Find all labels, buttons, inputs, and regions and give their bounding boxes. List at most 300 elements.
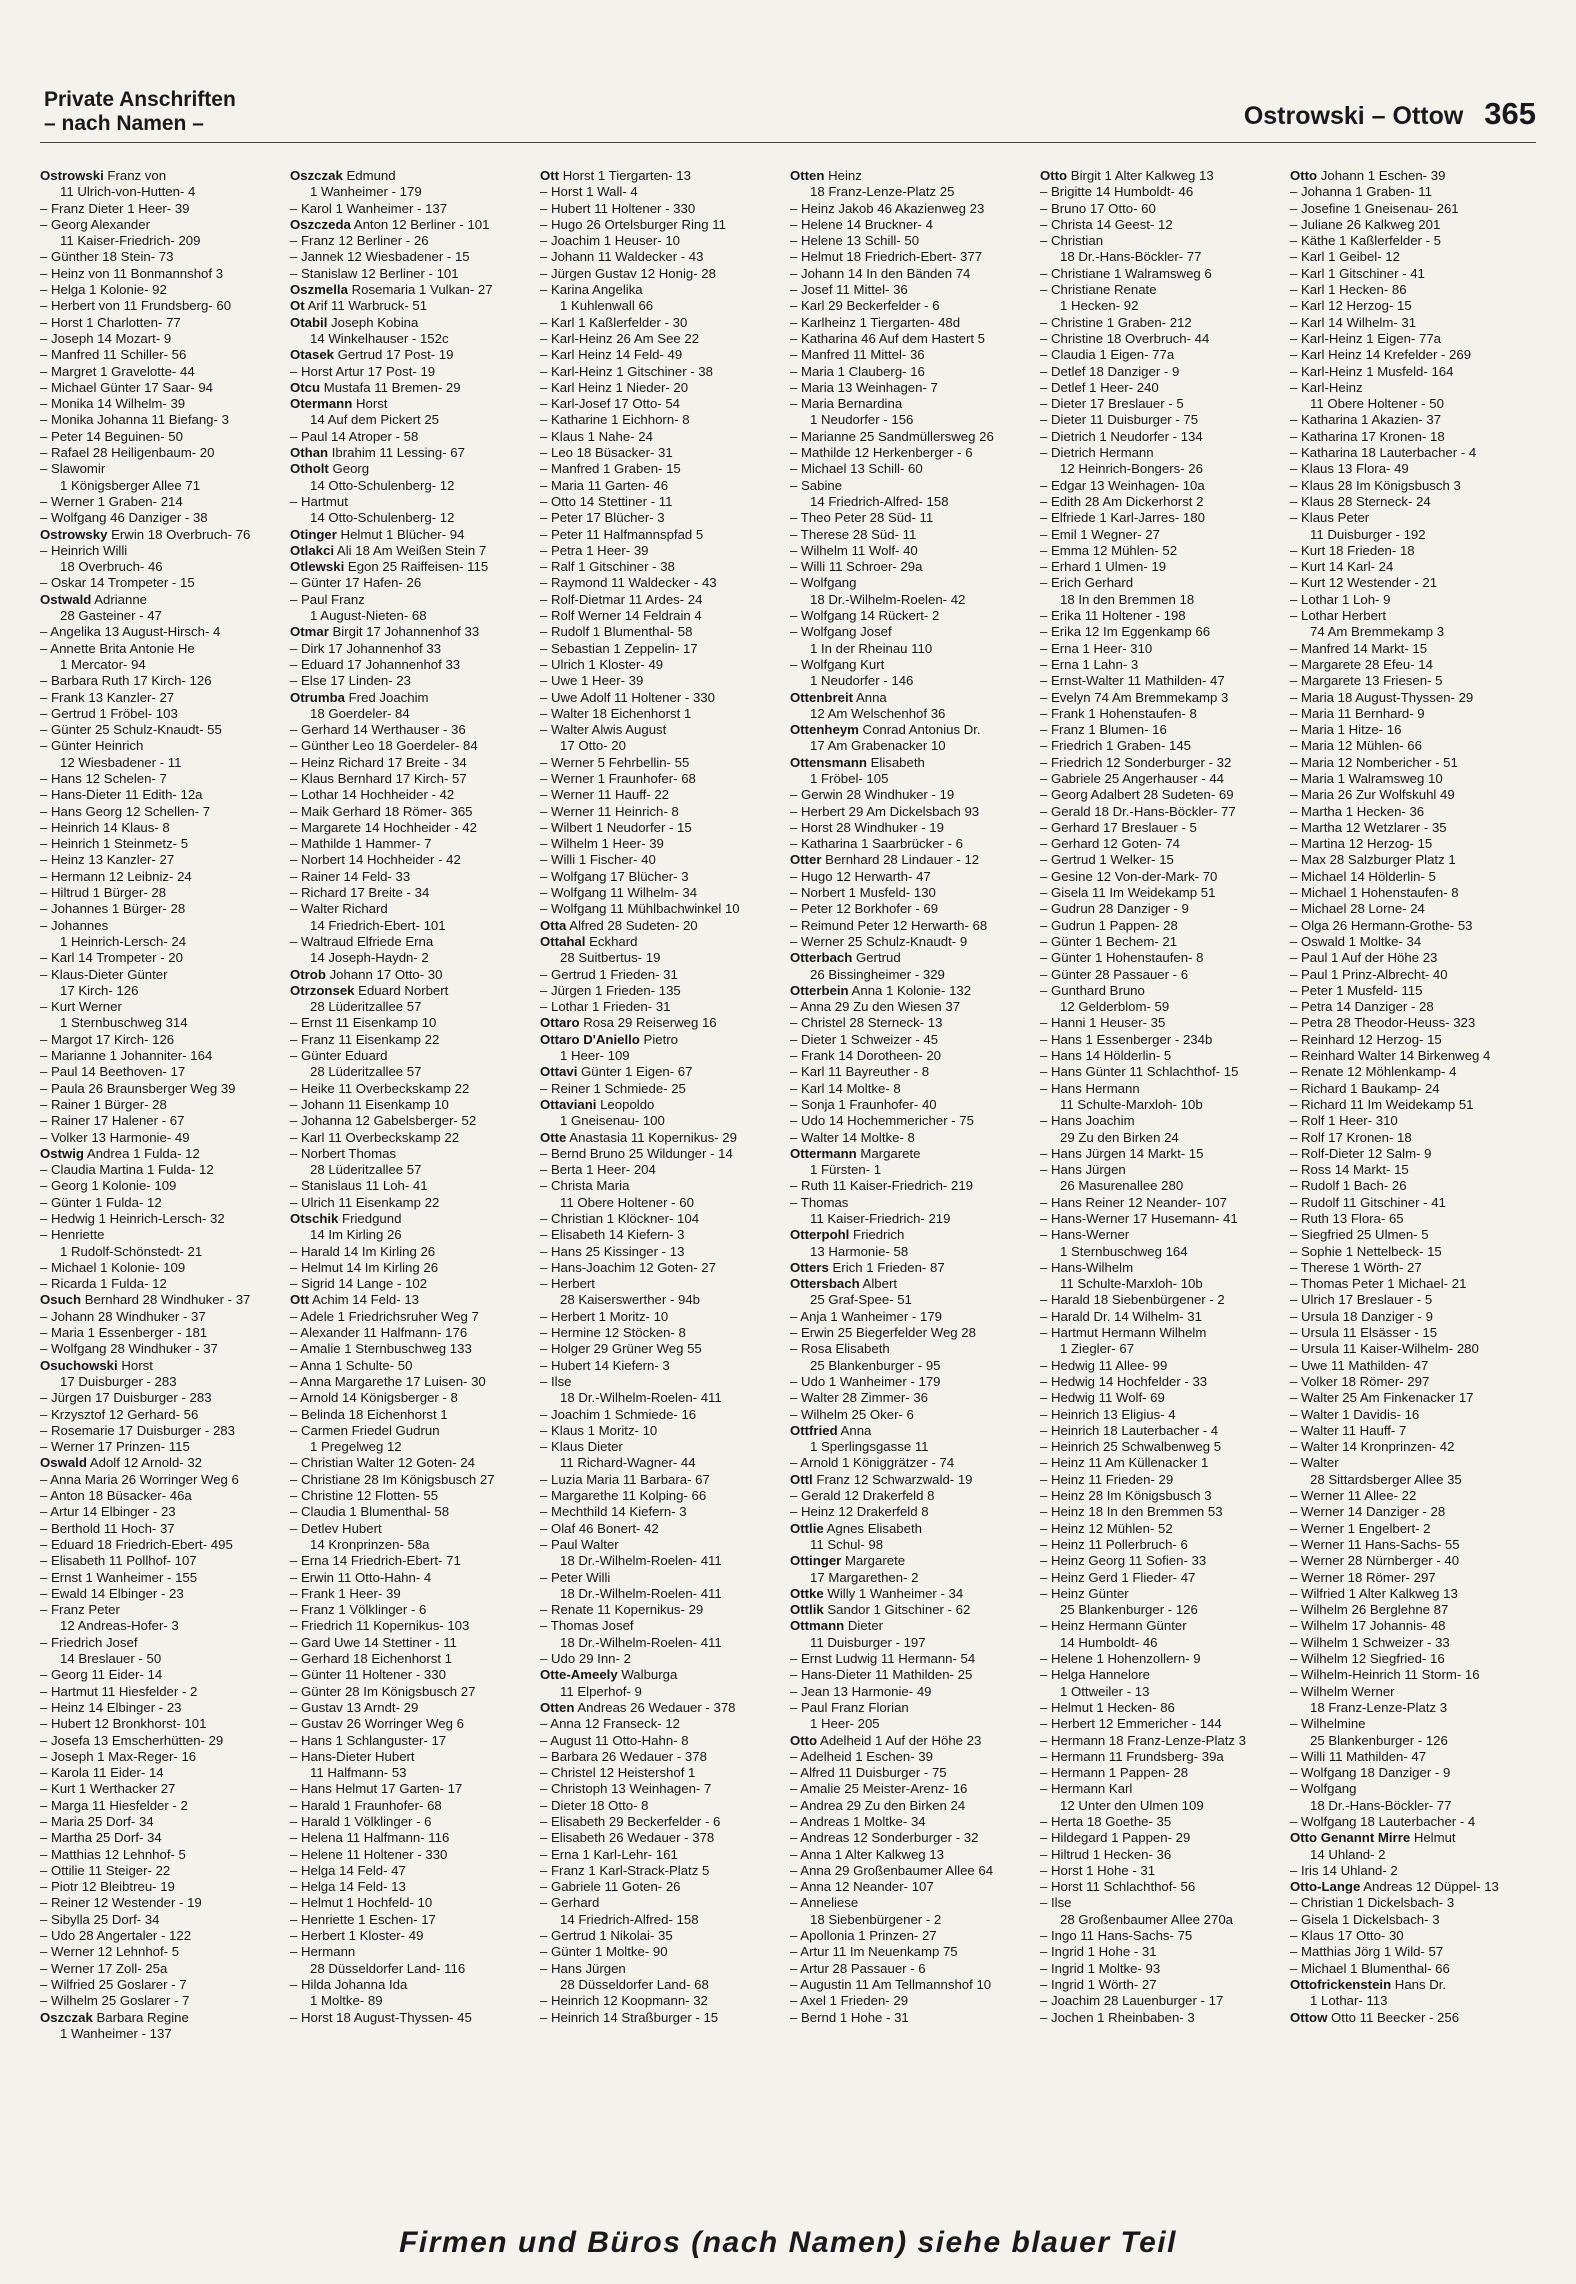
directory-entry-line: – Hiltrud 1 Hecken- 36 — [1040, 1846, 1172, 1862]
directory-entry-line: – Piotr 12 Bleibtreu- 19 — [40, 1879, 175, 1895]
directory-entry-line: – Gudrun 1 Pappen- 28 — [1040, 917, 1178, 933]
directory-entry-line: – Leo 18 Büsacker- 31 — [540, 445, 673, 461]
directory-entry-line: 18 Franz-Lenze-Platz 25 — [810, 184, 955, 200]
directory-entry-line: – Helene 1 Hohenzollern- 9 — [1040, 1651, 1201, 1667]
directory-entry-line: – Hedwig 14 Hochfelder - 33 — [1040, 1373, 1208, 1389]
directory-entry-line: – Friedrich 11 Kopernikus- 103 — [290, 1618, 470, 1634]
directory-entry-line: Oszczak Edmund — [290, 168, 396, 183]
directory-entry-line: – Heinz 28 Im Königsbusch 3 — [1040, 1488, 1212, 1504]
surname: Otterpohl — [790, 1227, 850, 1243]
directory-entry-line: – Katharine 1 Eichhorn- 8 — [540, 412, 690, 428]
directory-entry-line: – Klaus Bernhard 17 Kirch- 57 — [290, 770, 467, 786]
surname: Ottmann — [790, 1618, 845, 1634]
directory-entry-line: – Willi 11 Schroer- 29a — [790, 559, 923, 575]
directory-entry-line: – Bernd 1 Hohe - 31 — [790, 2009, 909, 2025]
directory-entry-line: – Heinz Günter — [1040, 1585, 1129, 1601]
directory-entry-line: – Erhard 1 Ulmen- 19 — [1040, 559, 1167, 575]
directory-entry-line: – Detlef 1 Heer- 240 — [1040, 379, 1159, 395]
directory-entry-line: Oszmella Rosemaria 1 Vulkan- 27 — [290, 282, 493, 298]
directory-entry-line: Ott Horst 1 Tiergarten- 13 — [540, 168, 691, 183]
directory-entry-line: – Monika 14 Wilhelm- 39 — [40, 396, 186, 412]
directory-entry-line: – Artur 14 Elbinger - 23 — [40, 1504, 176, 1520]
directory-entry-line: 1 Gneisenau- 100 — [560, 1113, 665, 1129]
directory-entry-line: – Gabriele 11 Goten- 26 — [540, 1879, 681, 1895]
directory-entry-line: – Richard 1 Baukamp- 24 — [1290, 1080, 1440, 1096]
directory-entry-line: – Christa 14 Geest- 12 — [1040, 216, 1173, 232]
directory-entry-line: – Axel 1 Frieden- 29 — [790, 1993, 909, 2009]
directory-entry-line: – Evelyn 74 Am Bremmekamp 3 — [1040, 689, 1229, 705]
directory-entry-line: Otte-Ameely Walburga — [540, 1667, 678, 1683]
directory-entry-line: – Gerhard 17 Breslauer - 5 — [1040, 819, 1197, 835]
directory-entry-line: – Franz 1 Völklinger - 6 — [290, 1602, 427, 1618]
directory-entry-line: 18 Dr.-Wilhelm-Roelen- 411 — [560, 1390, 722, 1406]
surname: Otrob — [290, 966, 326, 982]
directory-entry-line: – Herbert 29 Am Dickelsbach 93 — [790, 803, 980, 819]
directory-entry-line: Ostwig Andrea 1 Fulda- 12 — [40, 1145, 200, 1161]
directory-entry-line: – Margot 17 Kirch- 126 — [40, 1031, 175, 1047]
directory-entry-line: – Helmut 14 Im Kirling 26 — [290, 1259, 439, 1275]
directory-entry-line: – Wolfgang — [790, 575, 857, 591]
directory-entry-line: – Helga Hannelore — [1040, 1667, 1150, 1683]
directory-entry-line: – Karlheinz 1 Tiergarten- 48d — [790, 314, 961, 330]
surname: Otto — [1040, 168, 1068, 183]
directory-entry-line: – Rudolf 1 Blumenthal- 58 — [540, 624, 693, 640]
surname: Ottofrickenstein — [1290, 1976, 1392, 1992]
directory-entry-line: – Andrea 29 Zu den Birken 24 — [790, 1797, 966, 1813]
directory-entry-line: – Maria 13 Weinhagen- 7 — [790, 379, 938, 395]
directory-entry-line: – Wilhelmine — [1290, 1716, 1366, 1732]
surname: Otrzonsek — [290, 982, 355, 998]
directory-entry-line: – Hermann — [290, 1944, 356, 1960]
directory-entry-line: 1 Neudorfer - 156 — [810, 412, 914, 428]
directory-entry-line: – Hanni 1 Heuser- 35 — [1040, 1015, 1166, 1031]
directory-entry-line: – Christian — [1040, 233, 1104, 249]
directory-entry-line: 14 Humboldt- 46 — [1060, 1634, 1158, 1650]
directory-entry-line: – Franz Peter — [40, 1602, 120, 1618]
directory-entry-line: – Wilhelm 26 Berglehne 87 — [1290, 1602, 1449, 1618]
surname: Ott — [290, 1292, 310, 1308]
directory-entry-line: – Walter 11 Hauff- 7 — [1290, 1422, 1407, 1438]
surname: Ottaro D'Aniello — [540, 1031, 640, 1047]
directory-entry-line: – Paul 14 Beethoven- 17 — [40, 1064, 186, 1080]
directory-entry-line: – Werner 11 Heinrich- 8 — [540, 803, 679, 819]
directory-entry-line: 1 Fürsten- 1 — [810, 1162, 882, 1178]
directory-entry-line: – Ernst 11 Eisenkamp 10 — [290, 1015, 437, 1031]
directory-entry-line: – Emma 12 Mühlen- 52 — [1040, 542, 1178, 558]
directory-entry-line: 14 Breslauer - 50 — [60, 1651, 162, 1667]
surname: Otlakci — [290, 542, 334, 558]
directory-entry-line: Otcu Mustafa 11 Bremen- 29 — [290, 379, 461, 395]
directory-entry-line: – Heinz 13 Kanzler- 27 — [40, 852, 175, 868]
directory-entry-line: – Augustin 11 Am Tellmannshof 10 — [790, 1976, 992, 1992]
directory-entry-line: – Willi 1 Fischer- 40 — [540, 852, 656, 868]
directory-entry-line: 12 Andreas-Hofer- 3 — [60, 1618, 179, 1634]
footer-note: Firmen und Büros (nach Namen) siehe blauer Teil — [399, 2226, 1177, 2259]
directory-entry-line: – Jannek 12 Wiesbadener - 15 — [290, 249, 470, 265]
directory-entry-line: – Karl Heinz 14 Krefelder - 269 — [1290, 347, 1472, 363]
directory-entry-line: Ottow Otto 11 Beecker - 256 — [1290, 2009, 1460, 2025]
directory-entry-line: – Sebastian 1 Zeppelin- 17 — [540, 640, 698, 656]
surname: Osuchowski — [40, 1357, 118, 1373]
surname: Ottl — [790, 1471, 813, 1487]
directory-entry-line: – Hermann 1 Pappen- 28 — [1040, 1765, 1189, 1781]
surname: Ottinger — [790, 1553, 842, 1569]
directory-entry-line: – Rolf-Dieter 12 Salm- 9 — [1290, 1145, 1432, 1161]
directory-entry-line: – Günter 28 Passauer - 6 — [1040, 966, 1189, 982]
directory-entry-line: – Georg Adalbert 28 Sudeten- 69 — [1040, 787, 1234, 803]
directory-entry-line: – Gerald 18 Dr.-Hans-Böckler- 77 — [1040, 803, 1236, 819]
surname: Ottke — [790, 1585, 824, 1601]
directory-entry-line: – Oskar 14 Trompeter - 15 — [40, 575, 195, 591]
directory-entry-line: – Detlef 18 Danziger - 9 — [1040, 363, 1180, 379]
directory-entry-line: – Karl 14 Trompeter - 20 — [40, 950, 183, 966]
directory-entry-line: – Klaus 1 Nahe- 24 — [540, 428, 653, 444]
directory-entry-line: Ottmann Dieter — [790, 1618, 884, 1634]
directory-entry-line: – Andreas 12 Sonderburger - 32 — [790, 1830, 979, 1846]
directory-entry-line: – Hans 1 Essenberger - 234b — [1040, 1031, 1213, 1047]
directory-entry-line: – Ernst-Walter 11 Mathilden- 47 — [1040, 673, 1225, 689]
directory-entry-line: – Karl-Josef 17 Otto- 54 — [540, 396, 681, 412]
directory-entry-line: Otrzonsek Eduard Norbert — [290, 982, 449, 998]
surname: Otabil — [290, 314, 328, 330]
directory-entry-line: – Erna 1 Heer- 310 — [1040, 640, 1153, 656]
directory-entry-line: – Werner 1 Engelbert- 2 — [1290, 1520, 1431, 1536]
directory-entry-line: – Käthe 1 Kaßlerfelder - 5 — [1290, 233, 1442, 249]
directory-columns — [40, 168, 1540, 2153]
directory-entry-line: – Katharina 1 Saarbrücker - 6 — [790, 836, 963, 852]
directory-entry-line: – Heinrich 12 Koopmann- 32 — [540, 1993, 708, 2009]
directory-entry-line: – Claudia 1 Eigen- 77a — [1040, 347, 1175, 363]
directory-entry-line: – Artur 28 Passauer - 6 — [790, 1960, 926, 1976]
surname: Otto — [1290, 168, 1318, 183]
directory-entry-line: – Reiner 12 Westender - 19 — [40, 1895, 202, 1911]
directory-entry-line: – Uwe 1 Heer- 39 — [540, 673, 644, 689]
directory-entry-line: – Johann 11 Waldecker - 43 — [540, 249, 704, 265]
directory-entry-line: – Christoph 13 Weinhagen- 7 — [540, 1781, 712, 1797]
directory-entry-line: – Wilhelm 12 Siegfried- 16 — [1290, 1651, 1445, 1667]
directory-entry-line: Ostrowski Franz von — [40, 168, 167, 183]
directory-entry-line: – Christine 1 Graben- 212 — [1040, 314, 1192, 330]
directory-entry-line: – Erna 1 Karl-Lehr- 161 — [540, 1846, 678, 1862]
directory-entry-line: – Bruno 17 Otto- 60 — [1040, 200, 1156, 216]
surname: Otters — [790, 1259, 829, 1275]
directory-entry-line: 28 Düsseldorfer Land- 68 — [560, 1976, 709, 1992]
directory-entry-line: 17 Am Grabenacker 10 — [810, 738, 946, 754]
directory-entry-line: – August 11 Otto-Hahn- 8 — [540, 1732, 689, 1748]
directory-entry-line: – Herbert von 11 Frundsberg- 60 — [40, 298, 232, 314]
directory-entry-line: – Ingrid 1 Moltke- 93 — [1040, 1960, 1161, 1976]
directory-entry-line: – Harald Dr. 14 Wilhelm- 31 — [1040, 1308, 1202, 1324]
directory-entry-line: – Dirk 17 Johannenhof 33 — [290, 640, 442, 656]
directory-entry-line: – Klaus 28 Im Königsbusch 3 — [1290, 477, 1461, 493]
directory-entry-line: – Heinz 11 Am Küllenacker 1 — [1040, 1455, 1209, 1471]
directory-entry-line: – Hans-Wilhelm — [1040, 1259, 1134, 1275]
directory-entry-line: – Herbert 1 Kloster- 49 — [290, 1928, 424, 1944]
directory-entry-line: – Günter 17 Hafen- 26 — [290, 575, 422, 591]
directory-entry-line: – Gertrud 1 Welker- 15 — [1040, 852, 1174, 868]
directory-entry-line: 14 Uhland- 2 — [1310, 1846, 1386, 1862]
directory-entry-line: – Juliane 26 Kalkweg 201 — [1290, 216, 1441, 232]
directory-entry-line: – Reiner 1 Schmiede- 25 — [540, 1080, 686, 1096]
directory-entry-line: 1 Lothar- 113 — [1310, 1993, 1388, 2009]
directory-entry-line: – Gertrud 1 Frieden- 31 — [540, 966, 678, 982]
directory-entry-line: – Heinz Gerd 1 Flieder- 47 — [1040, 1569, 1196, 1585]
directory-entry-line: – Franz 11 Eisenkamp 22 — [290, 1031, 440, 1047]
directory-entry-line: – Heinrich 13 Eligius- 4 — [1040, 1406, 1176, 1422]
directory-entry-line: Oswald Adolf 12 Arnold- 32 — [40, 1455, 203, 1471]
directory-entry-line: – Mathilde 1 Hammer- 7 — [290, 836, 432, 852]
directory-entry-line: 11 Schul- 98 — [810, 1536, 884, 1552]
directory-entry-line: Otermann Horst — [290, 396, 388, 412]
directory-entry-line: 17 Kirch- 126 — [60, 982, 139, 998]
directory-entry-line: Osuch Bernhard 28 Windhuker - 37 — [40, 1292, 251, 1308]
surname: Otta — [540, 917, 567, 933]
directory-entry-line: – Olaf 46 Bonert- 42 — [540, 1520, 659, 1536]
directory-entry-line: 18 Siebenbürgener - 2 — [810, 1911, 942, 1927]
directory-entry-line: Osuchowski Horst — [40, 1357, 153, 1373]
surname: Otmar — [290, 624, 329, 640]
directory-entry-line: – Christel 12 Heistershof 1 — [540, 1765, 696, 1781]
directory-entry-line: – Gerhard 12 Goten- 74 — [1040, 836, 1181, 852]
directory-entry-line: – Eduard 18 Friedrich-Ebert- 495 — [40, 1536, 233, 1552]
directory-entry-line: – Gisela 11 Im Weidekamp 51 — [1040, 885, 1216, 901]
directory-entry-line: – Christiane 1 Walramsweg 6 — [1040, 265, 1212, 281]
directory-entry-line: 12 Gelderblom- 59 — [1060, 999, 1170, 1015]
directory-entry-line: 1 Wanheimer - 137 — [60, 2025, 172, 2041]
directory-entry-line: – Margarete 13 Friesen- 5 — [1290, 673, 1443, 689]
directory-entry-line: – Gustav 13 Arndt- 29 — [290, 1699, 419, 1715]
directory-entry-line: – Henriette 1 Eschen- 17 — [290, 1911, 436, 1927]
surname: Otinger — [290, 526, 337, 542]
directory-entry-line: – Uwe 11 Mathilden- 47 — [1290, 1357, 1429, 1373]
directory-entry-line: – Hans Jürgen 14 Markt- 15 — [1040, 1145, 1204, 1161]
directory-entry-line: Otrob Johann 17 Otto- 30 — [290, 966, 443, 982]
directory-entry-line: – Gerald 12 Drakerfeld 8 — [790, 1488, 935, 1504]
directory-entry-line: – Michael 1 Kolonie- 109 — [40, 1259, 186, 1275]
directory-entry-line: – Maria 11 Bernhard- 9 — [1290, 705, 1425, 721]
directory-entry-line: Ottaro D'Aniello Pietro — [540, 1031, 678, 1047]
directory-entry-line: – Paul Franz — [290, 591, 365, 607]
directory-entry-line: 26 Bissingheimer - 329 — [810, 966, 945, 982]
directory-entry-line: Otterbein Anna 1 Kolonie- 132 — [790, 982, 972, 998]
directory-entry-line: – Josefa 13 Emscherhütten- 29 — [40, 1732, 224, 1748]
directory-entry-line: – Petra 14 Danziger - 28 — [1290, 999, 1434, 1015]
directory-entry-line: – Karl-Heinz 1 Gitschiner - 38 — [540, 363, 713, 379]
directory-entry-line: – Katharina 46 Auf dem Hastert 5 — [790, 330, 985, 346]
directory-entry-line: – Reinhard 12 Herzog- 15 — [1290, 1031, 1442, 1047]
directory-entry-line: – Wilhelm 17 Johannis- 48 — [1290, 1618, 1446, 1634]
surname: Ott — [540, 168, 560, 183]
directory-entry-line: – Karl-Heinz 26 Am See 22 — [540, 330, 700, 346]
surname: Ottaro — [540, 1015, 580, 1031]
directory-entry-line: 12 Heinrich-Bongers- 26 — [1060, 461, 1203, 477]
directory-entry-line: – Ricarda 1 Fulda- 12 — [40, 1276, 167, 1292]
directory-entry-line: 1 Wanheimer - 179 — [310, 184, 422, 200]
directory-entry-line: 18 Goerdeler- 84 — [310, 705, 410, 721]
directory-entry-line: 1 Fröbel- 105 — [810, 770, 889, 786]
directory-entry-line: – Katharina 17 Kronen- 18 — [1290, 428, 1445, 444]
surname: Ostrowsky — [40, 526, 108, 542]
directory-entry-line: – Heinz 11 Frieden- 29 — [1040, 1471, 1174, 1487]
directory-entry-line: – Gertrud 1 Nikolai- 35 — [540, 1928, 673, 1944]
directory-entry-line: – Wilhelm Werner — [1290, 1683, 1395, 1699]
directory-entry-line: Ottaro Rosa 29 Reiserweg 16 — [540, 1015, 717, 1031]
directory-entry-line: 1 Heer- 109 — [560, 1048, 630, 1064]
directory-entry-line: Ottinger Margarete — [790, 1553, 906, 1569]
directory-entry-line: – Apollonia 1 Prinzen- 27 — [790, 1928, 937, 1944]
directory-entry-line: – Heike 11 Overbeckskamp 22 — [290, 1080, 470, 1096]
directory-entry-line: – Thomas — [790, 1194, 849, 1210]
directory-entry-line: – Erna 14 Friedrich-Ebert- 71 — [290, 1553, 461, 1569]
directory-entry-line: Ottersbach Albert — [790, 1276, 898, 1292]
directory-entry-line: – Belinda 18 Eichenhorst 1 — [290, 1406, 448, 1422]
directory-entry-line: – Wolfgang — [1290, 1781, 1357, 1797]
directory-entry-line: Ottensmann Elisabeth — [790, 754, 925, 770]
directory-entry-line: Ostrowsky Erwin 18 Overbruch- 76 — [40, 526, 251, 542]
directory-entry-line: – Wilfried 1 Alter Kalkweg 13 — [1290, 1585, 1458, 1601]
directory-column-3 — [540, 168, 790, 2153]
directory-entry-line: – Helga 14 Feld- 47 — [290, 1862, 406, 1878]
directory-entry-line: – Hermann Karl — [1040, 1781, 1133, 1797]
directory-entry-line: – Gunthard Bruno — [1040, 982, 1145, 998]
directory-entry-line: – Katharina 18 Lauterbacher - 4 — [1290, 445, 1477, 461]
directory-entry-line: – Heinrich 25 Schwalbenweg 5 — [1040, 1439, 1222, 1455]
directory-entry-line: – Werner 11 Allee- 22 — [1290, 1488, 1417, 1504]
directory-entry-line: – Herbert 12 Emmericher - 144 — [1040, 1716, 1222, 1732]
surname: Otto-Lange — [1290, 1879, 1361, 1895]
directory-entry-line: 1 Sternbuschweg 164 — [1060, 1243, 1188, 1259]
surname: Otte — [540, 1129, 567, 1145]
directory-entry-line: – Elisabeth 26 Wedauer - 378 — [540, 1830, 715, 1846]
directory-entry-line: – Rolf 17 Kronen- 18 — [1290, 1129, 1412, 1145]
directory-entry-line: 12 Unter den Ulmen 109 — [1060, 1797, 1204, 1813]
directory-entry-line: – Walter 1 Davidis- 16 — [1290, 1406, 1420, 1422]
directory-entry-line: – Hugo 12 Herwarth- 47 — [790, 868, 931, 884]
directory-entry-line: – Rolf Werner 14 Feldrain 4 — [540, 608, 702, 624]
directory-entry-line: – Michael 28 Lorne- 24 — [1290, 901, 1425, 917]
directory-entry-line: – Rolf 1 Heer- 310 — [1290, 1113, 1398, 1129]
directory-entry-line: – Hans-Werner 17 Husemann- 41 — [1040, 1211, 1238, 1226]
directory-entry-line: 11 Obere Holtener - 60 — [560, 1194, 694, 1210]
directory-entry-line: – Maria 11 Garten- 46 — [540, 477, 669, 493]
directory-entry-line: – Hilda Johanna Ida — [290, 1976, 408, 1992]
directory-entry-line: – Maria 1 Hitze- 16 — [1290, 722, 1402, 738]
directory-entry-line: – Edgar 13 Weinhagen- 10a — [1040, 477, 1205, 493]
directory-entry-line: – Werner 28 Nürnberger - 40 — [1290, 1553, 1460, 1569]
directory-entry-line: – Holger 29 Grüner Weg 55 — [540, 1341, 702, 1357]
directory-entry-line: Otten Andreas 26 Wedauer - 378 — [540, 1699, 736, 1715]
directory-entry-line: Ottenheym Conrad Antonius Dr. — [790, 722, 981, 738]
directory-entry-line: – Dietrich 1 Neudorfer - 134 — [1040, 428, 1203, 444]
directory-entry-line: – Emil 1 Wegner- 27 — [1040, 526, 1160, 542]
directory-entry-line: – Andreas 1 Moltke- 34 — [790, 1813, 926, 1829]
directory-entry-line: 11 Obere Holtener - 50 — [1310, 396, 1444, 412]
directory-entry-line: – Ruth 13 Flora- 65 — [1290, 1211, 1404, 1226]
directory-entry-line: – Norbert Thomas — [290, 1145, 397, 1161]
directory-entry-line: – Erna 1 Lahn- 3 — [1040, 656, 1139, 672]
surname: Otterbein — [790, 982, 849, 998]
directory-entry-line: Otasek Gertrud 17 Post- 19 — [290, 347, 454, 363]
surname: Ottenheym — [790, 722, 859, 738]
directory-entry-line: – Waltraud Elfriede Erna — [290, 933, 434, 949]
directory-entry-line: – Joachim 1 Schmiede- 16 — [540, 1406, 697, 1422]
directory-entry-line: – Ruth 11 Kaiser-Friedrich- 219 — [790, 1178, 973, 1194]
directory-entry-line: – Hermann 12 Leibniz- 24 — [40, 868, 192, 884]
directory-entry-line: 28 Großenbaumer Allee 270a — [1060, 1911, 1234, 1927]
directory-entry-line: – Maria 25 Dorf- 34 — [40, 1813, 154, 1829]
directory-entry-line: – Lothar 14 Hochheider - 42 — [290, 787, 455, 803]
directory-column-2 — [290, 168, 540, 2153]
directory-entry-line: – Manfred 11 Schiller- 56 — [40, 347, 187, 363]
surname: Otten — [790, 168, 825, 183]
directory-entry-line: – Norbert 14 Hochheider - 42 — [290, 852, 461, 868]
directory-entry-line: – Hans Jürgen — [1040, 1162, 1126, 1178]
directory-entry-line: – Hans 1 Schlanguster- 17 — [290, 1732, 447, 1748]
directory-entry-line: 12 Wiesbadener - 11 — [60, 754, 182, 770]
directory-entry-line: – Katharina 1 Akazien- 37 — [1290, 412, 1442, 428]
directory-entry-line: – Renate 12 Möhlenkamp- 4 — [1290, 1064, 1457, 1080]
directory-entry-line: – Wilhelm 1 Schweizer - 33 — [1290, 1634, 1450, 1650]
directory-entry-line: – Helga 14 Feld- 13 — [290, 1879, 406, 1895]
directory-entry-line: – Paul Franz Florian — [790, 1699, 909, 1715]
directory-entry-line: – Friedrich 1 Graben- 145 — [1040, 738, 1191, 754]
directory-entry-line: – Hans Jürgen — [540, 1960, 626, 1976]
directory-entry-line: – Barbara 26 Wedauer - 378 — [540, 1748, 707, 1764]
directory-entry-line: – Anton 18 Büsacker- 46a — [40, 1488, 192, 1504]
directory-entry-line: 28 Suitbertus- 19 — [560, 950, 661, 966]
directory-entry-line: – Johanna 1 Graben- 11 — [1290, 184, 1432, 200]
directory-entry-line: – Rosa Elisabeth — [790, 1341, 890, 1357]
directory-entry-line: – Franz 1 Blumen- 16 — [1040, 722, 1167, 738]
directory-entry-line: – Gard Uwe 14 Stettiner - 11 — [290, 1634, 457, 1650]
directory-entry-line: – Christian Walter 12 Goten- 24 — [290, 1455, 475, 1471]
directory-entry-line: – Walter 14 Moltke- 8 — [790, 1129, 915, 1145]
directory-entry-line: – Paul Walter — [540, 1536, 619, 1552]
directory-entry-line: – Raymond 11 Waldecker - 43 — [540, 575, 717, 591]
surname: Ottfried — [790, 1422, 838, 1438]
directory-entry-line: – Werner 17 Zoll- 25a — [40, 1960, 168, 1976]
directory-entry-line: – Heinz Richard 17 Breite - 34 — [290, 754, 467, 770]
directory-entry-line: – Rosemarie 17 Duisburger - 283 — [40, 1422, 235, 1438]
directory-entry-line: Otto Genannt Mirre Helmut — [1290, 1830, 1456, 1846]
directory-entry-line: – Hedwig 11 Allee- 99 — [1040, 1357, 1168, 1373]
directory-entry-line: – Carmen Friedel Gudrun — [290, 1422, 440, 1438]
directory-entry-line: – Margarethe 11 Kolping- 66 — [540, 1488, 707, 1504]
directory-entry-line: – Klaus 17 Otto- 30 — [1290, 1928, 1404, 1944]
directory-entry-line: – Helena 11 Halfmann- 116 — [290, 1830, 450, 1846]
directory-entry-line: Ostwald Adrianne — [40, 591, 148, 607]
surname: Otcu — [290, 379, 321, 395]
directory-entry-line: – Heinz 18 In den Bremmen 53 — [1040, 1504, 1223, 1520]
directory-entry-line: – Wolfgang Kurt — [790, 656, 885, 672]
directory-entry-line: – Gerhard 18 Eichenhorst 1 — [290, 1651, 453, 1667]
directory-entry-line: – Werner 25 Schulz-Knaudt- 9 — [790, 933, 968, 949]
directory-entry-line: – Dieter 1 Schweizer - 45 — [790, 1031, 939, 1047]
directory-entry-line: – Helmut 1 Hochfeld- 10 — [290, 1895, 433, 1911]
directory-entry-line: 14 Friedrich-Alfred- 158 — [560, 1911, 699, 1927]
directory-entry-line: Otlakci Ali 18 Am Weißen Stein 7 — [290, 542, 487, 558]
directory-entry-line: – Günther 18 Stein- 73 — [40, 249, 174, 265]
surname: Oszczeda — [290, 216, 351, 232]
directory-entry-line: Otters Erich 1 Frieden- 87 — [790, 1259, 945, 1275]
directory-entry-line: – Claudia 1 Blumenthal- 58 — [290, 1504, 450, 1520]
directory-entry-line: Otte Anastasia 11 Kopernikus- 29 — [540, 1129, 737, 1145]
surname: Ostwald — [40, 591, 92, 607]
directory-entry-line: – Peter 1 Musfeld- 115 — [1290, 982, 1423, 998]
directory-entry-line: – Hubert 14 Kiefern- 3 — [540, 1357, 670, 1373]
directory-entry-line: 1 Sperlingsgasse 11 — [810, 1439, 929, 1455]
surname: Ottersbach — [790, 1276, 860, 1292]
